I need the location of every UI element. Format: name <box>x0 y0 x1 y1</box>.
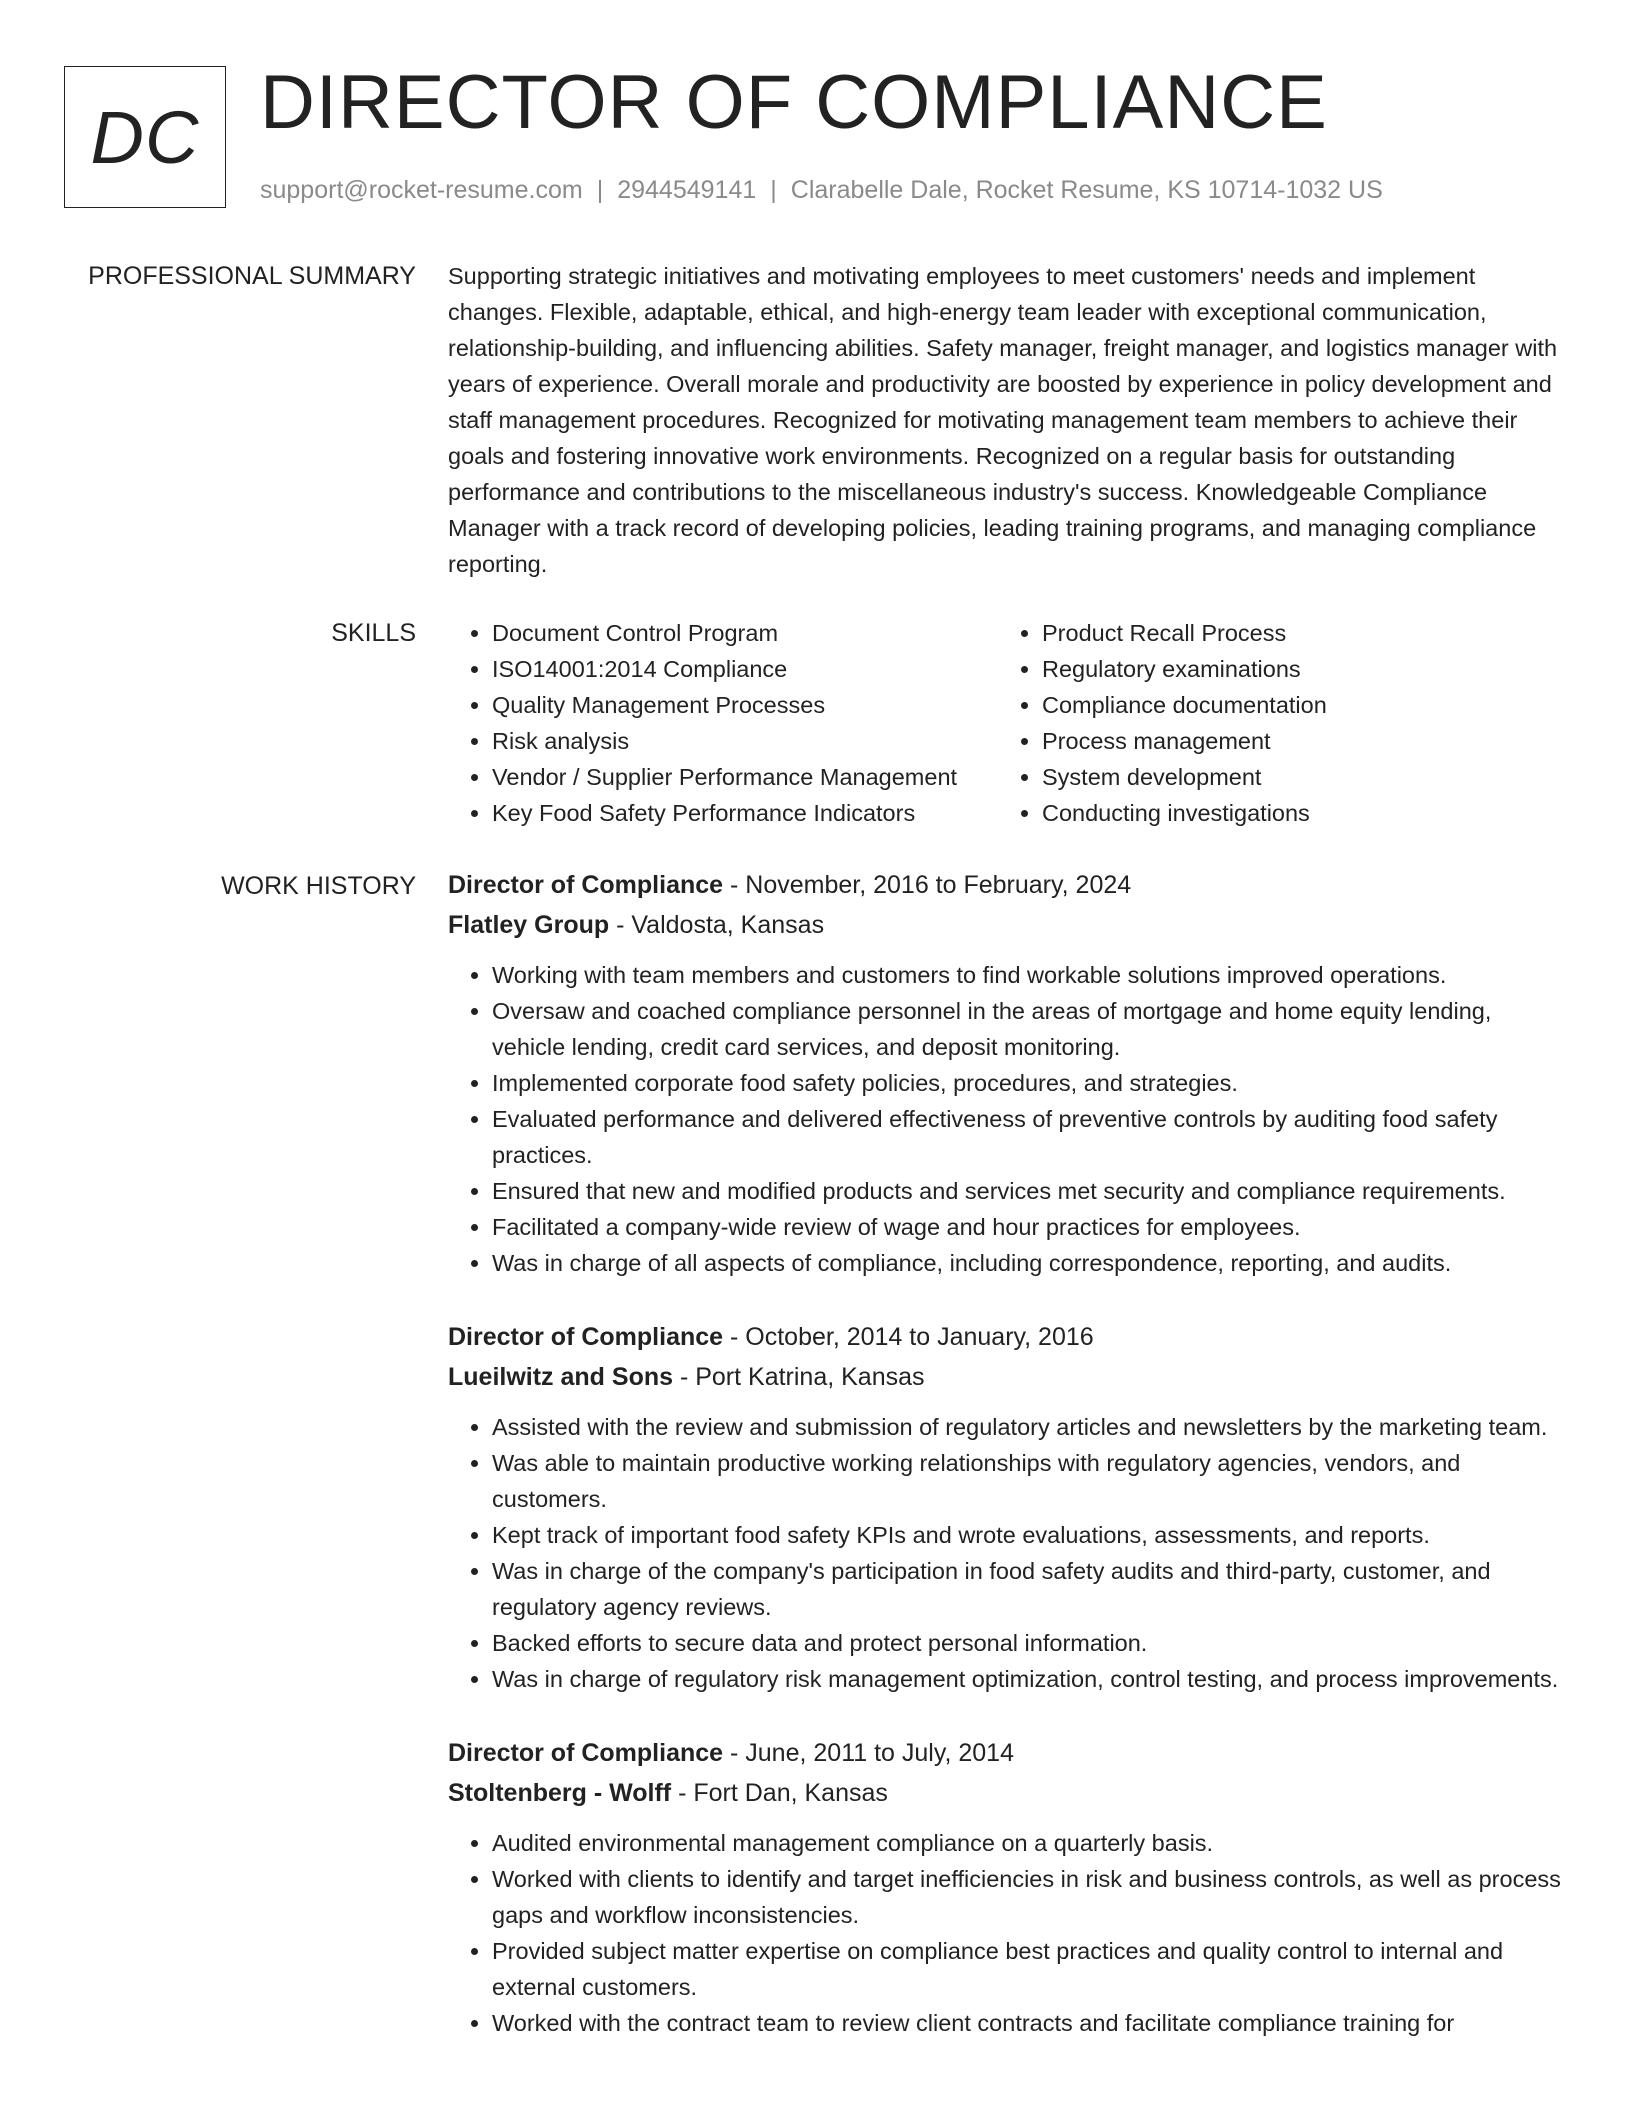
job-bullet: • Audited environmental management compliance on a quarterly basis. <box>492 1825 1570 1861</box>
job-company: Flatley Group <box>448 911 610 939</box>
job-bullet-list <box>448 1825 1570 2041</box>
contact-phone: 2944549141 <box>617 176 757 204</box>
skill-item: • Regulatory examinations <box>1042 651 1562 687</box>
job-bullet: • Assisted with the review and submission of regulatory articles and newsletters by the marketing team. <box>492 1409 1570 1445</box>
job-bullet: • Was in charge of regulatory risk management optimization, control testing, and process improvements. <box>492 1661 1570 1697</box>
job-title-line <box>448 1733 1570 1773</box>
job-bullet-list <box>448 957 1570 1281</box>
page-title: DIRECTOR OF COMPLIANCE <box>260 60 1328 145</box>
contact-separator: | <box>770 176 777 204</box>
contact-address: Clarabelle Dale, Rocket Resume, KS 10714-1032 US <box>790 176 1383 204</box>
job-bullet: • Facilitated a company-wide review of wage and hour practices for employees. <box>492 1209 1570 1245</box>
job-location: - Port Katrina, Kansas <box>673 1363 925 1391</box>
job-company: Stoltenberg - Wolff <box>448 1779 672 1807</box>
skill-item: • Risk analysis <box>492 723 998 759</box>
summary-text: Supporting strategic initiatives and motivating employees to meet customers' needs and implement changes. Flexible, adaptable, ethical, and high-energy team leader with exceptional communication, relationship-building, and influencing abilities. Safety manager, freight manager, and logistics manager with years of experience. Overall morale and productivity are boosted by experience in policy development and staff management procedures. Recognized for motivating management team members to achieve their goals and fostering innovative work environments. Recognized on a regular basis for outstanding performance and contributions to the miscellaneous industry's success. Knowledgeable Compliance Manager with a track record of developing policies, leading training programs, and managing compliance reporting. <box>448 263 1558 577</box>
job-entry <box>448 865 1570 1281</box>
job-company-line <box>448 1357 1570 1397</box>
contact-line <box>260 174 1383 206</box>
monogram-initials: DC <box>90 95 200 179</box>
contact-separator: | <box>596 176 604 204</box>
job-title-line <box>448 865 1570 905</box>
skill-item: • Compliance documentation <box>1042 687 1562 723</box>
job-location: - Valdosta, Kansas <box>609 911 825 939</box>
job-bullet: • Evaluated performance and delivered effectiveness of preventive controls by auditing food safety practices. <box>492 1101 1570 1173</box>
contact-email: support@rocket-resume.com <box>260 176 583 204</box>
job-title: Director of Compliance <box>448 871 724 899</box>
job-dates: - November, 2016 to February, 2024 <box>723 871 1132 899</box>
work-history-heading: WORK HISTORY <box>221 872 416 900</box>
job-bullet: • Was able to maintain productive working relationships with regulatory agencies, vendors, and customers. <box>492 1445 1570 1517</box>
job-bullet: • Backed efforts to secure data and protect personal information. <box>492 1625 1570 1661</box>
skill-item: • System development <box>1042 759 1562 795</box>
skill-item: • ISO14001:2014 Compliance <box>492 651 998 687</box>
job-title: Director of Compliance <box>448 1739 724 1767</box>
skills-heading: SKILLS <box>331 619 416 647</box>
skills-column-right <box>998 615 1562 831</box>
job-bullet: • Working with team members and customers to find workable solutions improved operations. <box>492 957 1570 993</box>
job-entry <box>448 1733 1570 2041</box>
skill-item: • Key Food Safety Performance Indicators <box>492 795 998 831</box>
job-bullet: • Implemented corporate food safety policies, procedures, and strategies. <box>492 1065 1570 1101</box>
job-bullet: • Ensured that new and modified products and services met security and compliance requirements. <box>492 1173 1570 1209</box>
job-company: Lueilwitz and Sons <box>448 1363 674 1391</box>
job-location: - Fort Dan, Kansas <box>671 1779 888 1807</box>
job-bullet: • Oversaw and coached compliance personnel in the areas of mortgage and home equity lending, vehicle lending, credit card services, and deposit monitoring. <box>492 993 1570 1065</box>
summary-heading: PROFESSIONAL SUMMARY <box>88 262 416 290</box>
summary-body <box>448 258 1570 582</box>
job-bullet: • Provided subject matter expertise on compliance best practices and quality control to internal and external customers. <box>492 1933 1570 2005</box>
skill-item: • Product Recall Process <box>1042 615 1562 651</box>
skill-item: • Quality Management Processes <box>492 687 998 723</box>
job-bullet: • Was in charge of all aspects of compliance, including correspondence, reporting, and audits. <box>492 1245 1570 1281</box>
job-dates: - October, 2014 to January, 2016 <box>723 1323 1094 1351</box>
job-bullet: • Was in charge of the company's participation in food safety audits and third-party, customer, and regulatory agency reviews. <box>492 1553 1570 1625</box>
job-title: Director of Compliance <box>448 1323 724 1351</box>
job-bullet: • Worked with the contract team to review client contracts and facilitate compliance training for <box>492 2005 1570 2041</box>
skills-grid <box>448 615 1570 831</box>
skill-item: • Conducting investigations <box>1042 795 1562 831</box>
skill-item: • Vendor / Supplier Performance Management <box>492 759 998 795</box>
skills-body <box>448 615 1570 831</box>
job-bullet: • Kept track of important food safety KPIs and wrote evaluations, assessments, and reports. <box>492 1517 1570 1553</box>
monogram-box <box>64 66 226 208</box>
job-dates: - June, 2011 to July, 2014 <box>723 1739 1014 1767</box>
job-company-line <box>448 1773 1570 1813</box>
skill-item: • Document Control Program <box>492 615 998 651</box>
job-company-line <box>448 905 1570 945</box>
job-entry <box>448 1317 1570 1697</box>
job-title-line <box>448 1317 1570 1357</box>
skills-column-left <box>448 615 998 831</box>
skill-item: • Process management <box>1042 723 1562 759</box>
job-bullet: • Worked with clients to identify and target inefficiencies in risk and business controls, as well as process gaps and workflow inconsistencies. <box>492 1861 1570 1933</box>
job-bullet-list <box>448 1409 1570 1697</box>
work-history-body <box>448 865 1570 2077</box>
